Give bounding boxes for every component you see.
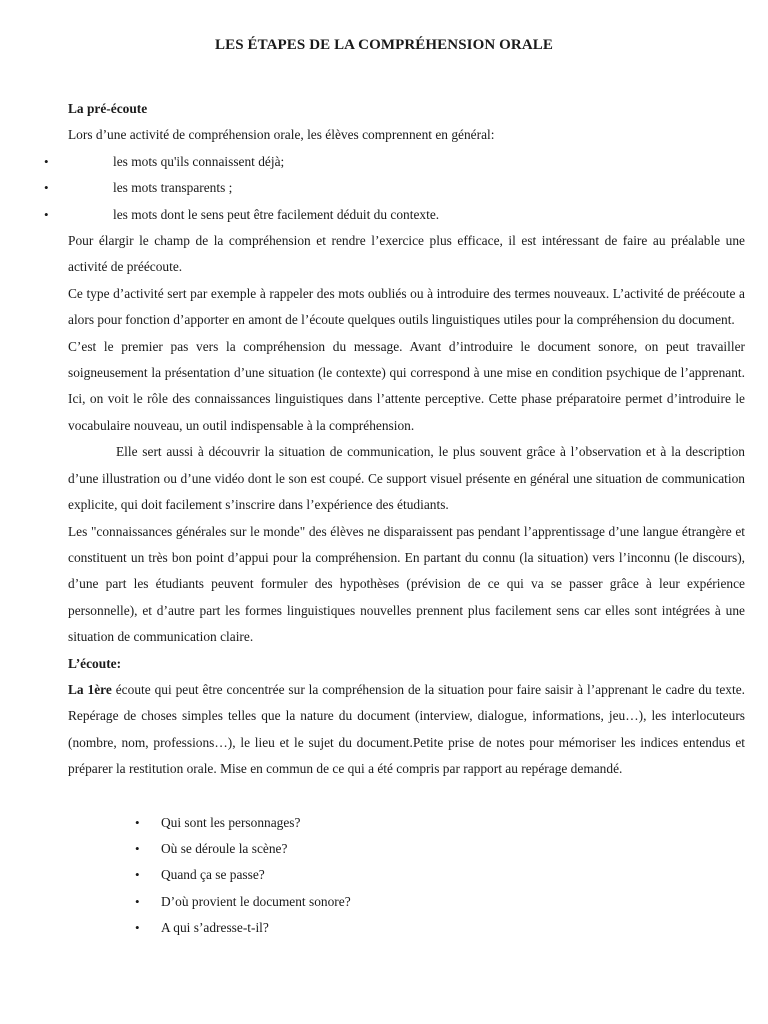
list-item: • A qui s’adresse-t-il? — [68, 915, 745, 941]
bullet-list-questions — [68, 810, 745, 942]
intro-paragraph: Lors d’une activité de compréhension orale, les élèves comprennent en général: — [68, 127, 495, 143]
paragraph: Pour élargir le champ de la compréhension et rendre l’exercice plus efficace, il est intéressant de faire au préalable une activité de préécoute. — [68, 233, 745, 275]
section-heading-ecoute: L’écoute: — [68, 655, 122, 671]
paragraph: C’est le premier pas vers la compréhension du message. Avant d’introduire le document sonore, on peut travailler soigneusement la présentation d’une situation (le contexte) qui correspond à une mise en condition psychique de l’apprenant. Ici, on voit le rôle des connaissances linguistiques dans l’attente perceptive. Cette phase préparatoire permet d’introduire le vocabulaire nouveau, un outil indispensable à la compréhension. — [68, 338, 745, 433]
page-title: LES ÉTAPES DE LA COMPRÉHENSION ORALE — [215, 37, 553, 53]
paragraph-lead: La 1ère — [68, 681, 112, 697]
spacer — [68, 783, 745, 810]
list-item: • Quand ça se passe? — [68, 862, 745, 888]
list-item: • Qui sont les personnages? — [68, 810, 745, 836]
section-heading-pre-ecoute: La pré-écoute — [68, 101, 148, 116]
document-body — [68, 96, 745, 942]
paragraph — [68, 677, 745, 783]
list-item: • Où se déroule la scène? — [68, 836, 745, 862]
paragraph: Elle sert aussi à découvrir la situation de communication, le plus souvent grâce à l’observation et à la description d’une illustration ou d’une vidéo dont le son est coupé. Ce support visuel présente en général une situation de communication explicite, qui doit facilement s’inscrire dans l’expérience des étudiants. — [68, 444, 745, 513]
bullet-list-mots — [68, 149, 745, 228]
list-item: • les mots transparents ; — [68, 175, 745, 201]
list-item: • les mots dont le sens peut être facilement déduit du contexte. — [68, 202, 745, 228]
paragraph: Les "connaissances générales sur le monde" des élèves ne disparaissent pas pendant l’apprentissage d’une langue étrangère et constituent un très bon point d’appui pour la compréhension. En partant du connu (la situation) vers l’inconnu (le discours), d’une part les étudiants peuvent formuler des hypothèses (prévision de ce qui va se passer grâce à leur expérience personnelle), et d’autre part les formes linguistiques nouvelles prennent plus facilement sens car elles sont intégrées à une situation de communication claire. — [68, 523, 745, 645]
list-item: • les mots qu'ils connaissent déjà; — [68, 149, 745, 175]
paragraph-text: écoute qui peut être concentrée sur la compréhension de la situation pour faire saisir à l’apprenant le cadre du texte. Repérage de choses simples telles que la nature du document (interview, dialogue, informations, jeu…), les interlocuteurs (nombre, nom, professions…), le lieu et le sujet du document.Petite prise de notes pour mémoriser les indices entendus et préparer la restitution orale. Mise en commun de ce qui a été compris par rapport au repérage demandé. — [68, 681, 746, 777]
list-item: • D’où provient le document sonore? — [68, 889, 745, 915]
paragraph: Ce type d’activité sert par exemple à rappeler des mots oubliés ou à introduire des termes nouveaux. L’activité de préécoute a alors pour fonction d’apporter en amont de l’écoute quelques outils linguistiques utiles pour la compréhension du document. — [68, 285, 745, 328]
